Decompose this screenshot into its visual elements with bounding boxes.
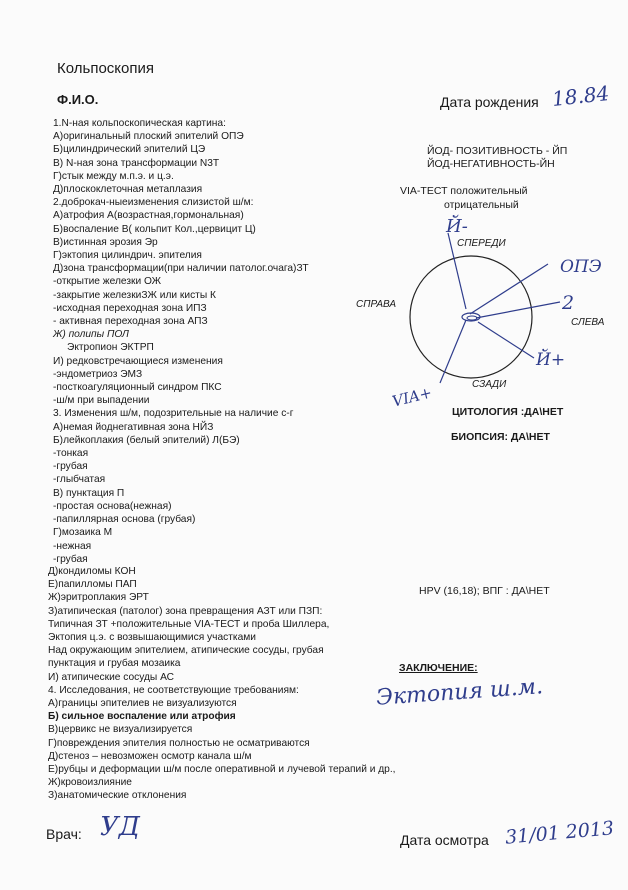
list-item: -ш/м при выпадении [53, 395, 150, 407]
list-item: -нежная [53, 540, 92, 552]
doctor-signature: УД [100, 812, 140, 842]
list-item: -посткоагуляционный синдром ПКС [53, 382, 222, 394]
cytology-label: ЦИТОЛОГИЯ :ДА\НЕТ [452, 406, 564, 418]
annotation-yp: Й+ [536, 350, 566, 370]
list-item: В) N-ная зона трансформации N3Т [53, 157, 220, 169]
list-item: Б)воспаление В( кольпит Кол.,цервицит Ц) [53, 223, 256, 235]
list-item: Эктопия ц.э. с возвышающимися участками [48, 632, 256, 644]
list-item: Г)повреждения эпителия полностью не осматриваются [48, 737, 310, 749]
list-item: пунктация и грубая мозаика [48, 658, 181, 670]
dob-label: Дата рождения [440, 94, 539, 110]
hpv-label: HPV (16,18); ВПГ : ДА\НЕТ [419, 585, 550, 597]
dir-left-label: СЛЕВА [571, 317, 605, 328]
list-item: -глыбчатая [53, 474, 106, 486]
list-item: Г)стык между м.п.э. и ц.э. [53, 170, 174, 182]
list-item: Ж)кровоизлияние [48, 777, 132, 789]
dob-handwritten: 18.84 [550, 81, 611, 111]
biopsy-label: БИОПСИЯ: ДА\НЕТ [451, 431, 550, 443]
fio-label: Ф.И.О. [57, 92, 99, 107]
list-item: Б)цилиндрический эпителий ЦЭ [53, 144, 206, 156]
list-item: Д)кондиломы КОН [48, 566, 136, 577]
list-item: Б) сильное воспаление или атрофия [48, 711, 236, 723]
via-negative-label: отрицательный [444, 199, 519, 211]
list-item: З)атипическая (патолог) зона превращения АЗТ или ПЗП: [48, 605, 323, 617]
list-item: -грубая [53, 461, 88, 473]
list-item: И) атипические сосуды АС [48, 671, 175, 683]
list-item: -тонкая [53, 448, 89, 460]
annotation-2: 2 [562, 292, 575, 314]
list-item: Над окружающим эпителием, атипические сосуды, грубая [48, 645, 324, 657]
list-item: 4. Исследования, не соответствующие требованиям: [48, 684, 299, 696]
iod-negative-label: ЙОД-НЕГАТИВНОСТЬ-ЙН [427, 158, 555, 170]
list-item: Ж) полипы ПОЛ [53, 329, 129, 341]
doctor-label: Врач: [46, 826, 82, 842]
list-item: А)границы эпителиев не визуализуются [48, 698, 237, 710]
dir-front-label: СПЕРЕДИ [457, 238, 506, 249]
dir-right-label: СПРАВА [356, 299, 397, 310]
list-item: -грубая [53, 553, 88, 565]
annotation-top: Й- [446, 216, 468, 237]
conclusion-label: ЗАКЛЮЧЕНИЕ: [399, 662, 478, 674]
list-item: В)цервикс не визуализируется [48, 724, 193, 736]
list-item: Б)лейкоплакия (белый эпителий) Л(БЭ) [53, 434, 240, 446]
list-item: Д)плоскоклеточная метаплазия [53, 184, 203, 196]
list-item: 3. Изменения ш/м, подозрительные на наличие с-г [53, 408, 294, 420]
list-item: З)анатомические отклонения [48, 790, 187, 802]
list-item: Е)рубцы и деформации ш/м после оперативной и лучевой терапий и др., [48, 764, 396, 776]
list-item: Ж)эритроплакия ЭРТ [48, 592, 149, 604]
list-item: И) редковстречающиеся изменения [53, 355, 223, 367]
exam-date-label: Дата осмотра [400, 832, 489, 848]
list-item: В) пунктация П [53, 487, 125, 499]
list-item: -простая основа(нежная) [53, 500, 172, 512]
list-item: А)оригинальный плоский эпителий ОПЭ [53, 131, 244, 143]
list-item: Д)стеноз – невозможен осмотр канала ш/м [48, 750, 252, 762]
list-item: -папиллярная основа (грубая) [53, 514, 196, 526]
list-item: Г)эктопия цилиндрич. эпителия [53, 250, 202, 262]
leader-line-yp [478, 322, 534, 358]
list-item: - активная переходная зона АПЗ [53, 316, 208, 328]
iod-positive-label: ЙОД- ПОЗИТИВНОСТЬ - ЙП [427, 145, 568, 157]
cervix-circle [410, 256, 532, 378]
list-item: -эндометриоз ЭМЗ [53, 368, 143, 380]
list-item: Г)мозаика М [53, 527, 113, 539]
list-item: -исходная переходная зона ИПЗ [53, 302, 207, 314]
list-item: -закрытие железкиЗЖ или кисты К [53, 289, 216, 301]
list-item: Эктропион ЭКТРП [67, 342, 154, 354]
list-item: А)немая йоднегативная зона НЙЗ [53, 421, 214, 433]
list-item: Е)папилломы ПАП [48, 579, 137, 591]
leader-line-via [440, 320, 466, 383]
via-positive-label: VIA-ТЕСТ положительный [400, 185, 528, 197]
list-item: В)истинная эрозия Эр [53, 236, 158, 248]
leader-line-2 [476, 302, 560, 318]
exam-date-handwritten: 31/01 2013 [504, 817, 615, 849]
list-item: Д)зона трансформации(при наличии патолог.очага)ЗТ [53, 263, 309, 275]
list-item: 1.N-ная кольпоскопическая картина: [53, 118, 226, 129]
dir-back-label: СЗАДИ [472, 379, 507, 390]
annotation-via: VIA+ [390, 383, 434, 411]
document-title: Кольпоскопия [57, 60, 154, 77]
list-item: Типичная ЗТ +положительные VIA-ТЕСТ и проба Шиллера, [48, 618, 330, 630]
conclusion-handwritten: Эктопия ш.м. [375, 674, 544, 711]
list-item: А)атрофия А(возрастная,гормональная) [53, 210, 244, 222]
list-item: -открытие железки ОЖ [53, 276, 162, 288]
list-item: 2.доброкач-ныеизменения слизистой ш/м: [53, 197, 254, 209]
annotation-ope: ОПЭ [560, 257, 602, 277]
